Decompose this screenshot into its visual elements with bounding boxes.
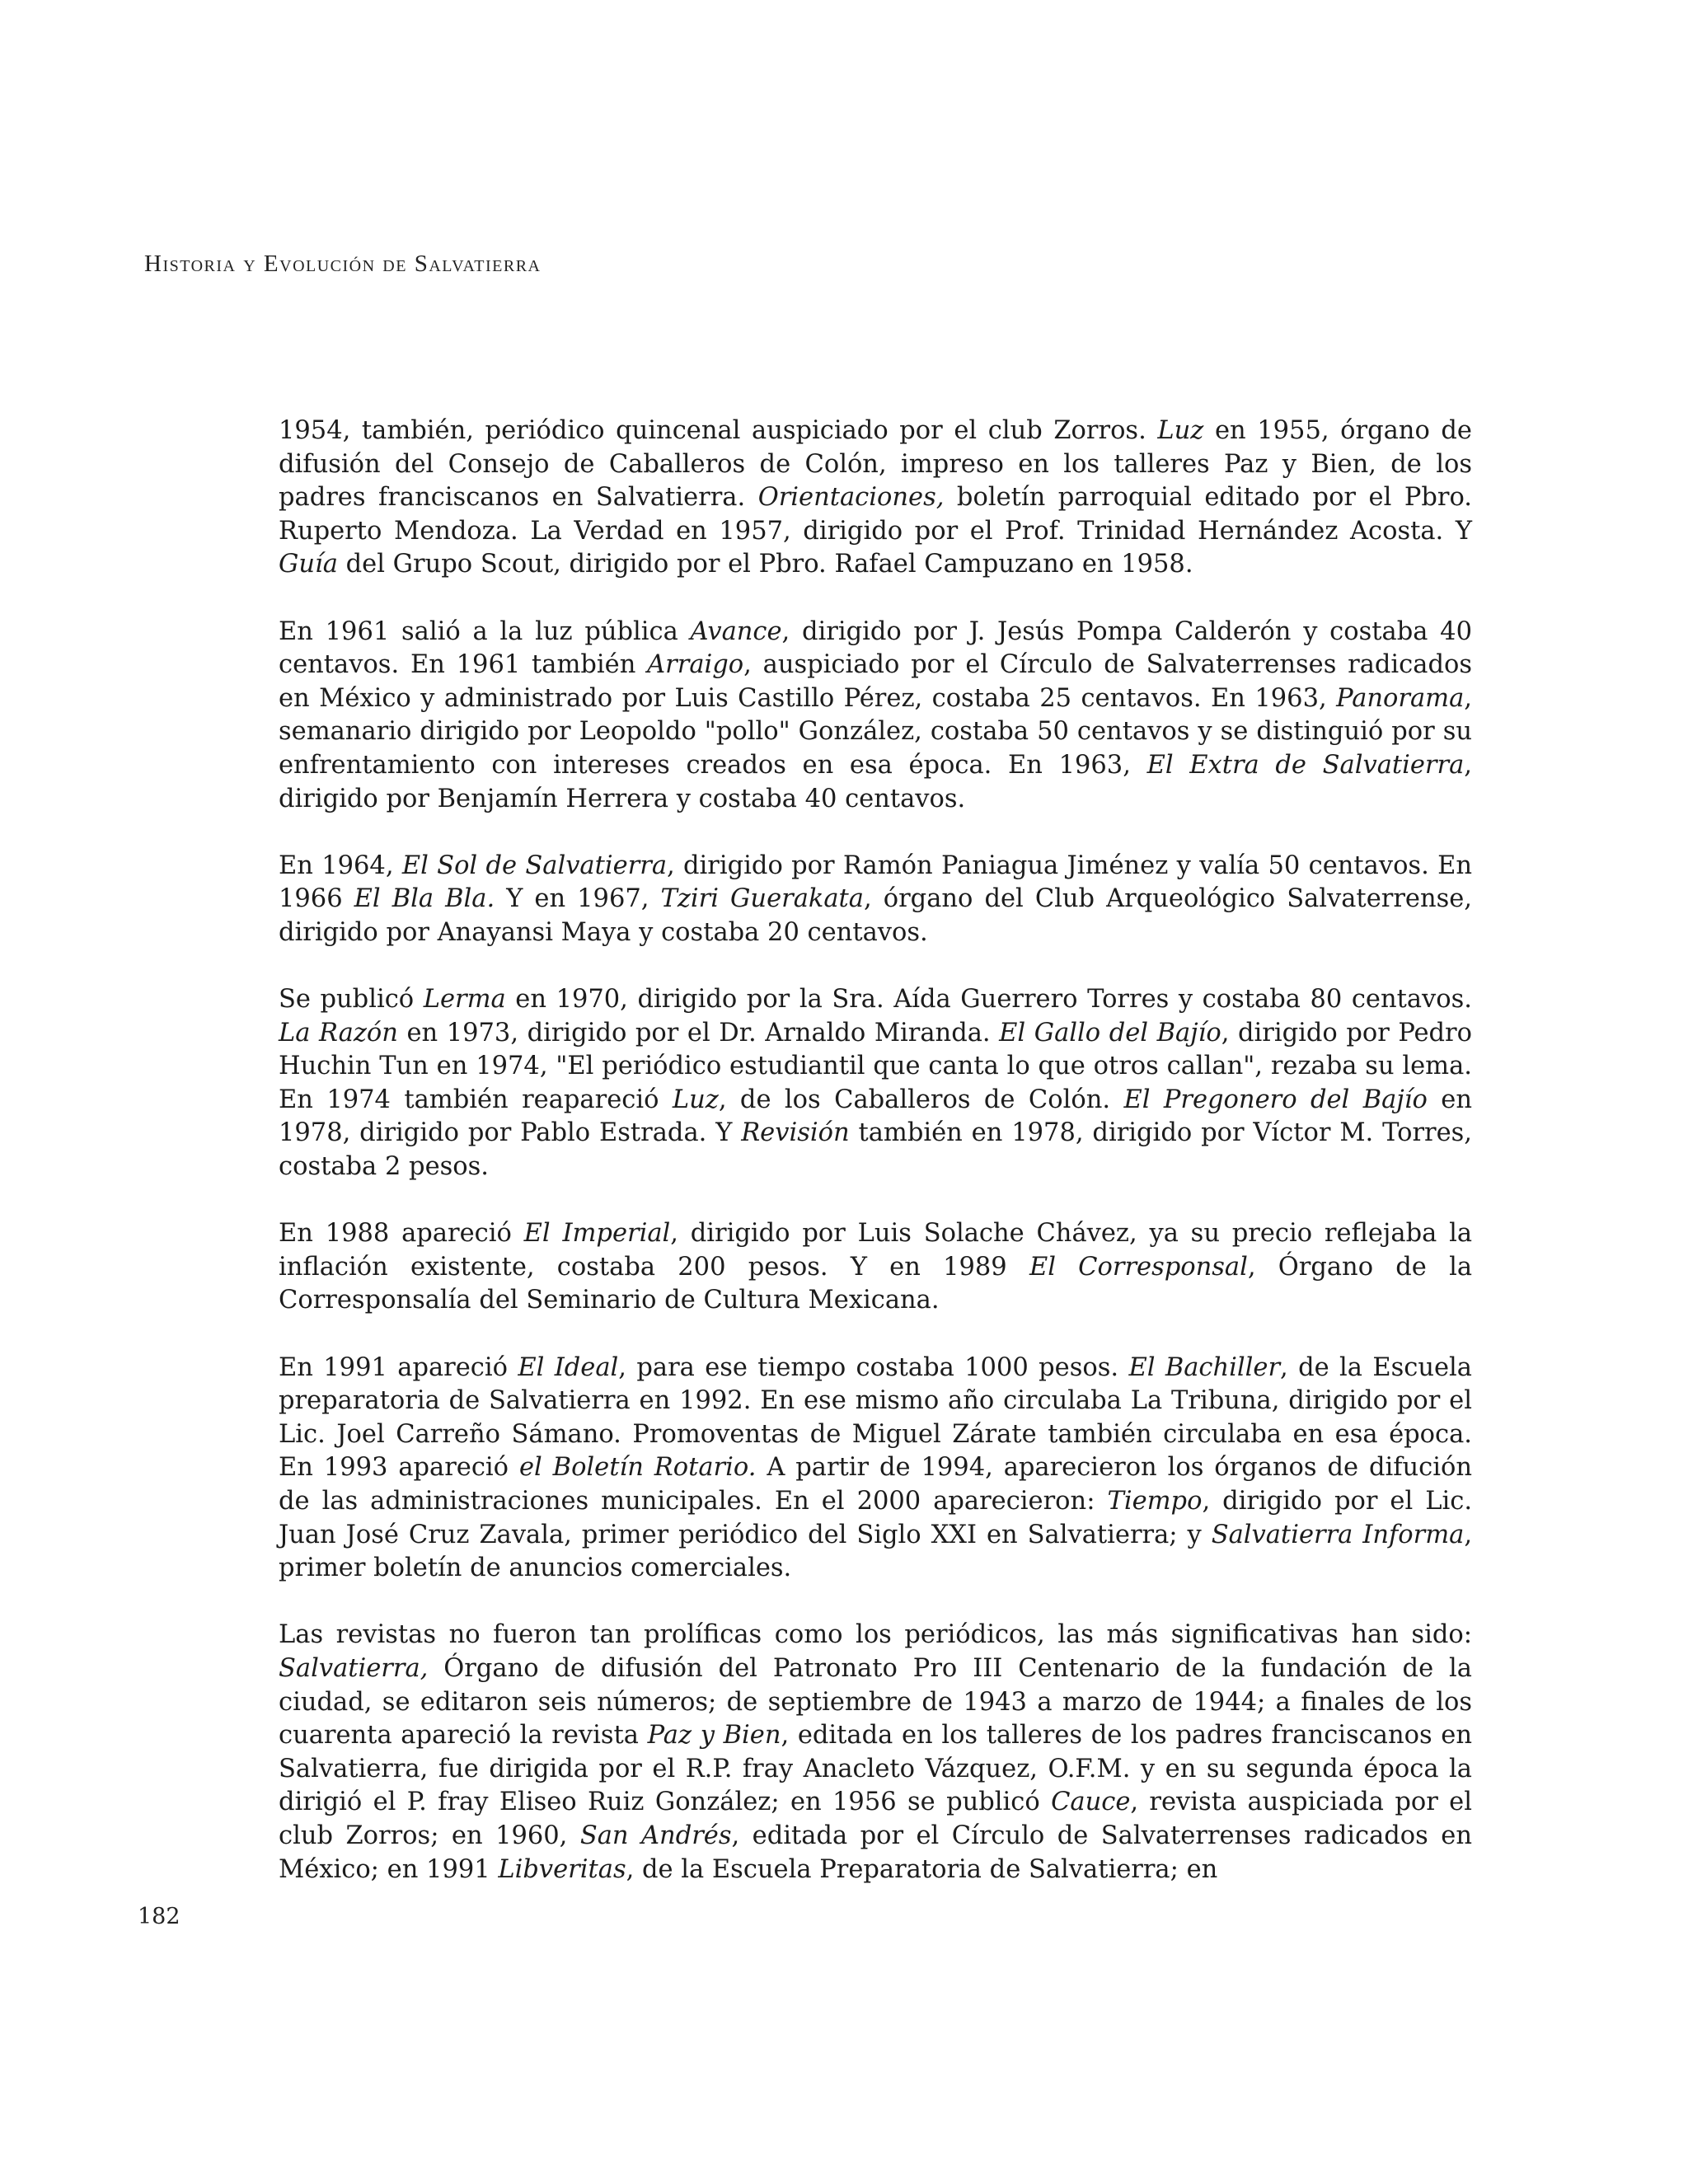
publication-title: Salvatierra,: [279, 1653, 429, 1683]
publication-title: Avance: [690, 616, 782, 646]
text-run: En 1961 salió a la luz pública: [279, 616, 691, 646]
page-number: 182: [138, 1904, 181, 1929]
text-run: , órgano del Club Arqueológico Salvaterrense, dirigido por Anayansi Maya y costaba 20 centavos.: [279, 884, 1472, 947]
publication-title: Cauce: [1051, 1788, 1131, 1817]
text-run: En 1991 apareció: [279, 1352, 518, 1382]
paragraph: [279, 1217, 1472, 1318]
text-run: , dirigido por Luis Solache Chávez, ya su precio reflejaba la inflación existente, costaba 200 pesos. Y en 1989: [279, 1219, 1473, 1282]
text-run: Las revistas no fueron tan prolíficas como los periódicos, las más significativas han sido:: [279, 1620, 1472, 1650]
text-run: A partir de 1994, aparecieron los órganos de difución de las administraciones municipales. En el 2000 aparecieron:: [279, 1453, 1472, 1516]
publication-title: El Sol de Salvatierra: [401, 851, 668, 880]
text-run: 1954, también, periódico quincenal auspiciado por el club Zorros.: [279, 416, 1158, 445]
publication-title: Luz: [1157, 416, 1204, 445]
text-run: en 1955, órgano de difusión del Consejo de Caballeros de Colón, impreso en los talleres Paz y Bien, de los padres franciscanos en Salvatierra.: [279, 416, 1472, 513]
publication-title: El Bla Bla.: [354, 884, 495, 914]
paragraph: [279, 616, 1472, 817]
publication-title: El Corresponsal: [1029, 1252, 1248, 1282]
paragraph: [279, 415, 1472, 582]
publication-title: Paz y Bien: [647, 1721, 781, 1750]
text-run: , dirigido por Benjamín Herrera y costaba 40 centavos.: [279, 750, 1472, 813]
text-run: , editada por el Círculo de Salvaterrenses radicados en México; en 1991: [279, 1821, 1472, 1884]
text-run: , revista auspiciada por el club Zorros; en 1960,: [279, 1788, 1472, 1850]
publication-title: Arraigo: [647, 650, 744, 680]
text-run: , primer boletín de anuncios comerciales.: [279, 1520, 1473, 1583]
publication-title: El Bachiller: [1128, 1352, 1281, 1382]
publication-title: El Gallo del Bajío: [999, 1018, 1221, 1047]
text-run: , de la Escuela preparatoria de Salvatierra en 1992. En ese mismo año circulaba La Tribuna, dirigido por el Lic. Joel Carreño Sámano. Promoventas de Miguel Zárate también circulaba en esa época. En 1993 apareció: [279, 1352, 1472, 1483]
text-run: , para ese tiempo costaba 1000 pesos.: [618, 1352, 1129, 1382]
publication-title: El Imperial: [523, 1219, 671, 1249]
body-text: [279, 415, 1472, 1886]
text-run: En 1988 apareció: [279, 1219, 524, 1249]
text-run: , auspiciado por el Círculo de Salvaterrenses radicados en México y administrado por Luis Castillo Pérez, costaba 25 centavos. En 1963,: [279, 650, 1472, 713]
text-run: Se publicó: [279, 985, 424, 1015]
text-run: En 1964,: [279, 851, 402, 880]
publication-title: Tiempo: [1107, 1487, 1203, 1516]
publication-title: Revisión: [741, 1118, 850, 1148]
text-run: Órgano de difusión del Patronato Pro III Centenario de la fundación de la ciudad, se editaron seis números; de septiembre de 1943 a marzo de 1944; a finales de los cuarenta apareció la revista: [279, 1653, 1472, 1750]
text-run: , dirigido por J. Jesús Pompa Calderón y costaba 40 centavos. En 1961 también: [279, 616, 1472, 680]
publication-title: Guía: [279, 550, 338, 579]
paragraph: [279, 1619, 1472, 1886]
running-head: Historia y Evolución de Salvatierra: [144, 251, 542, 277]
text-run: , semanario dirigido por Leopoldo "pollo" González, costaba 50 centavos y se distinguió por su enfrentamiento con intereses creados en esa época. En 1963,: [279, 683, 1472, 780]
text-run: boletín parroquial editado por el Pbro. Ruperto Mendoza. La Verdad en 1957, dirigido por el Prof. Trinidad Hernández Acosta. Y: [279, 483, 1472, 546]
publication-title: Lerma: [423, 985, 506, 1015]
text-run: , Órgano de la Corresponsalía del Seminario de Cultura Mexicana.: [279, 1252, 1473, 1315]
publication-title: Tziri Guerakata: [660, 884, 864, 914]
paragraph: [279, 983, 1472, 1184]
text-run: del Grupo Scout, dirigido por el Pbro. Rafael Campuzano en 1958.: [337, 550, 1193, 579]
text-run: también en 1978, dirigido por Víctor M. Torres, costaba 2 pesos.: [279, 1118, 1473, 1182]
paragraph: [279, 1352, 1472, 1586]
text-run: , editada en los talleres de los padres franciscanos en Salvatierra, fue dirigida por el R.P. fray Anacleto Vázquez, O.F.M. y en su segunda época la dirigió el P. fray Eliseo Ruiz González; en 1956 se publicó: [279, 1721, 1472, 1817]
publication-title: El Ideal: [518, 1352, 619, 1382]
text-run: , de los Caballeros de Colón.: [718, 1085, 1124, 1114]
publication-title: el Boletín Rotario.: [518, 1453, 757, 1483]
text-run: , de la Escuela Preparatoria de Salvatierra; en: [626, 1854, 1218, 1884]
text-run: , dirigido por Ramón Paniagua Jiménez y valía 50 centavos. En 1966: [279, 851, 1472, 914]
publication-title: Orientaciones,: [757, 483, 945, 513]
publication-title: El Pregonero del Bajío: [1123, 1085, 1428, 1114]
publication-title: Libveritas: [498, 1854, 626, 1884]
text-run: Y en 1967,: [495, 884, 661, 914]
text-run: en 1973, dirigido por el Dr. Arnaldo Miranda.: [397, 1018, 1000, 1047]
publication-title: La Razón: [279, 1018, 398, 1047]
publication-title: El Extra de Salvatierra: [1146, 750, 1465, 780]
text-run: en 1970, dirigido por la Sra. Aída Guerrero Torres y costaba 80 centavos.: [505, 985, 1473, 1015]
text-run: en 1978, dirigido por Pablo Estrada. Y: [279, 1085, 1472, 1148]
publication-title: Luz: [672, 1085, 719, 1114]
text-run: , dirigido por Pedro Huchin Tun en 1974, "El periódico estudiantil que canta lo que otros callan", rezaba su lema. En 1974 también reapareció: [279, 1018, 1473, 1114]
publication-title: Salvatierra Informa: [1211, 1520, 1465, 1549]
paragraph: [279, 850, 1472, 950]
publication-title: Panorama: [1336, 683, 1465, 713]
text-run: , dirigido por el Lic. Juan José Cruz Zavala, primer periódico del Siglo XXI en Salvatierra; y: [279, 1487, 1473, 1549]
publication-title: San Andrés: [579, 1821, 732, 1850]
